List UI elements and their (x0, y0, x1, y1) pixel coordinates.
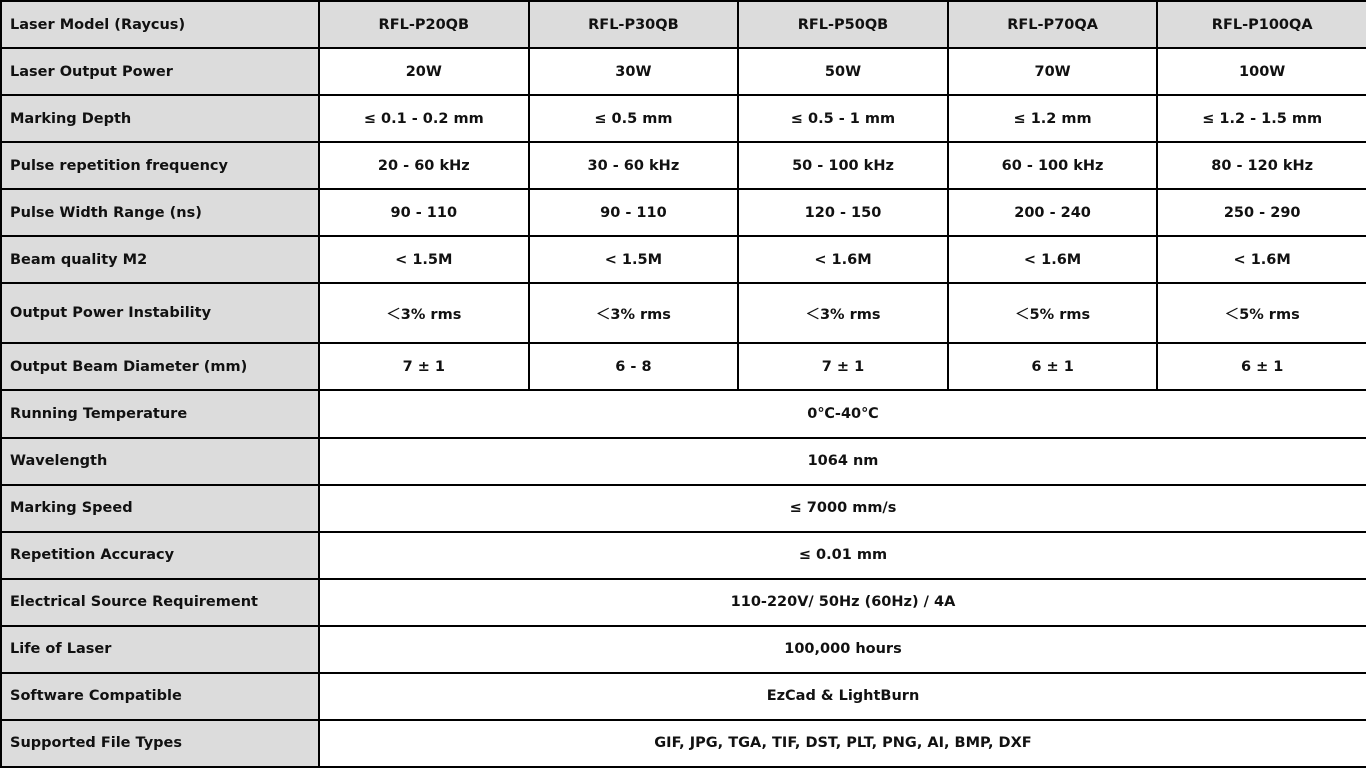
table-row (1, 343, 1366, 390)
column-header: RFL-P20QB (319, 1, 529, 48)
row-value-cell: < 1.5M (319, 236, 529, 283)
table-row (1, 532, 1366, 579)
table-header-row (1, 1, 1366, 48)
row-value-cell: 6 - 8 (529, 343, 739, 390)
row-value-span: ≤ 7000 mm/s (319, 485, 1366, 532)
row-value-cell: 20 - 60 kHz (319, 142, 529, 189)
column-header: RFL-P70QA (948, 1, 1158, 48)
row-value-cell: 20W (319, 48, 529, 95)
row-label: Marking Speed (1, 485, 319, 532)
row-value-cell: 30 - 60 kHz (529, 142, 739, 189)
row-value-cell: ＜3% rms (319, 283, 529, 343)
column-header: RFL-P30QB (529, 1, 739, 48)
row-label: Running Temperature (1, 390, 319, 437)
row-value-span: GIF, JPG, TGA, TIF, DST, PLT, PNG, AI, BMP, DXF (319, 720, 1366, 767)
row-value-span: 0℃-40℃ (319, 390, 1366, 437)
row-value-cell: 70W (948, 48, 1158, 95)
table-row (1, 720, 1366, 767)
table-row (1, 236, 1366, 283)
row-value-cell: ≤ 0.5 - 1 mm (738, 95, 948, 142)
row-value-cell: ＜5% rms (948, 283, 1158, 343)
row-label: Beam quality M2 (1, 236, 319, 283)
row-value-cell: ≤ 0.1 - 0.2 mm (319, 95, 529, 142)
row-label: Pulse repetition frequency (1, 142, 319, 189)
table-row (1, 673, 1366, 720)
row-value-cell: 200 - 240 (948, 189, 1158, 236)
table-row (1, 48, 1366, 95)
row-value-cell: 7 ± 1 (319, 343, 529, 390)
row-value-cell: 6 ± 1 (948, 343, 1158, 390)
row-value-span: 100,000 hours (319, 626, 1366, 673)
row-label: Laser Output Power (1, 48, 319, 95)
table-row (1, 95, 1366, 142)
row-label: Electrical Source Requirement (1, 579, 319, 626)
row-label: Software Compatible (1, 673, 319, 720)
row-label: Marking Depth (1, 95, 319, 142)
row-value-cell: < 1.6M (738, 236, 948, 283)
row-value-cell: 100W (1157, 48, 1366, 95)
row-value-span: EzCad & LightBurn (319, 673, 1366, 720)
row-value-cell: < 1.6M (948, 236, 1158, 283)
row-value-cell: 80 - 120 kHz (1157, 142, 1366, 189)
column-header: RFL-P100QA (1157, 1, 1366, 48)
table-row (1, 579, 1366, 626)
row-label: Supported File Types (1, 720, 319, 767)
row-label: Wavelength (1, 438, 319, 485)
row-value-cell: 60 - 100 kHz (948, 142, 1158, 189)
row-value-span: 110-220V/ 50Hz (60Hz) / 4A (319, 579, 1366, 626)
row-value-cell: ≤ 1.2 mm (948, 95, 1158, 142)
header-row-label: Laser Model (Raycus) (1, 1, 319, 48)
row-value-cell: 90 - 110 (319, 189, 529, 236)
row-value-cell: ≤ 1.2 - 1.5 mm (1157, 95, 1366, 142)
row-label: Repetition Accuracy (1, 532, 319, 579)
row-value-cell: 90 - 110 (529, 189, 739, 236)
row-value-cell: 120 - 150 (738, 189, 948, 236)
row-label: Pulse Width Range (ns) (1, 189, 319, 236)
table-row (1, 626, 1366, 673)
row-value-cell: 250 - 290 (1157, 189, 1366, 236)
row-value-cell: < 1.6M (1157, 236, 1366, 283)
table-body (1, 1, 1366, 767)
table-row (1, 438, 1366, 485)
row-value-cell: ＜3% rms (529, 283, 739, 343)
table-row (1, 390, 1366, 437)
row-value-cell: 7 ± 1 (738, 343, 948, 390)
row-label: Life of Laser (1, 626, 319, 673)
table-row (1, 485, 1366, 532)
row-value-cell: ＜3% rms (738, 283, 948, 343)
row-value-span: ≤ 0.01 mm (319, 532, 1366, 579)
row-value-cell: ≤ 0.5 mm (529, 95, 739, 142)
row-label: Output Beam Diameter (mm) (1, 343, 319, 390)
row-value-cell: < 1.5M (529, 236, 739, 283)
table-row (1, 142, 1366, 189)
row-value-cell: 6 ± 1 (1157, 343, 1366, 390)
row-value-cell: ＜5% rms (1157, 283, 1366, 343)
column-header: RFL-P50QB (738, 1, 948, 48)
row-value-cell: 50W (738, 48, 948, 95)
row-label: Output Power Instability (1, 283, 319, 343)
row-value-cell: 50 - 100 kHz (738, 142, 948, 189)
row-value-cell: 30W (529, 48, 739, 95)
row-value-span: 1064 nm (319, 438, 1366, 485)
table-row (1, 283, 1366, 343)
table-row (1, 189, 1366, 236)
